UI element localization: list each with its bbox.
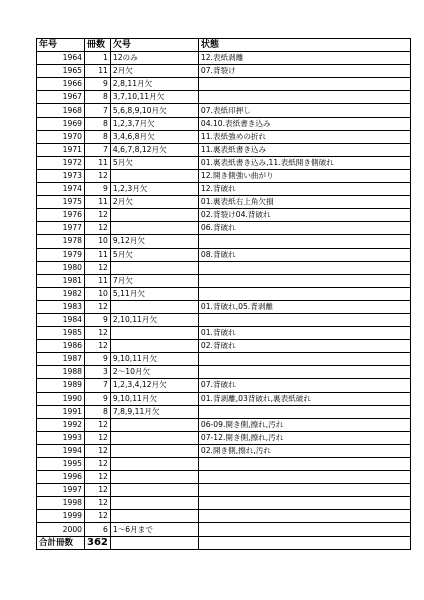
header-state: 状態	[198, 39, 410, 52]
missing-cell: 5,11月欠	[110, 287, 198, 300]
missing-cell	[110, 431, 198, 444]
state-cell	[198, 353, 410, 366]
table-row	[37, 418, 411, 431]
table-row	[37, 274, 411, 287]
table-row	[37, 209, 411, 222]
year-cell: 1991	[37, 405, 85, 418]
table-row	[37, 313, 411, 326]
table-row	[37, 248, 411, 261]
header-year: 年号	[37, 39, 85, 52]
table-row	[37, 366, 411, 379]
table-row	[37, 169, 411, 182]
table-row	[37, 405, 411, 418]
count-cell: 9	[85, 183, 111, 196]
count-cell: 12	[85, 431, 111, 444]
year-cell: 1971	[37, 143, 85, 156]
state-cell	[198, 523, 410, 536]
state-cell: 12.背破れ	[198, 183, 410, 196]
year-cell: 1982	[37, 287, 85, 300]
table-row	[37, 353, 411, 366]
table-row	[37, 117, 411, 130]
missing-cell	[110, 209, 198, 222]
table-row	[37, 91, 411, 104]
state-cell: 07.背破れ	[198, 379, 410, 392]
table-row	[37, 65, 411, 78]
year-cell: 2000	[37, 523, 85, 536]
state-cell: 01.背破れ	[198, 327, 410, 340]
count-cell: 12	[85, 510, 111, 523]
missing-cell: 1,2,3,7月欠	[110, 117, 198, 130]
year-cell: 1993	[37, 431, 85, 444]
missing-cell: 2月欠	[110, 65, 198, 78]
state-cell: 08.背破れ	[198, 248, 410, 261]
table-row	[37, 287, 411, 300]
missing-cell: 5,6,8,9,10月欠	[110, 104, 198, 117]
table-row	[37, 222, 411, 235]
table-row	[37, 130, 411, 143]
count-cell: 8	[85, 117, 111, 130]
state-cell: 02.背裂け04.背破れ	[198, 209, 410, 222]
count-cell: 12	[85, 327, 111, 340]
count-cell: 11	[85, 65, 111, 78]
table-row	[37, 510, 411, 523]
missing-cell: 5月欠	[110, 156, 198, 169]
missing-cell: 12のみ	[110, 52, 198, 65]
state-cell: 01.背破れ,05.背剥離	[198, 300, 410, 313]
count-cell: 12	[85, 458, 111, 471]
table-row	[37, 235, 411, 248]
year-cell: 1996	[37, 471, 85, 484]
total-state-empty	[198, 536, 410, 549]
table-row	[37, 497, 411, 510]
year-cell: 1998	[37, 497, 85, 510]
count-cell: 12	[85, 497, 111, 510]
count-cell: 9	[85, 313, 111, 326]
year-cell: 1978	[37, 235, 85, 248]
missing-cell	[110, 471, 198, 484]
count-cell: 11	[85, 274, 111, 287]
year-cell: 1972	[37, 156, 85, 169]
table-row	[37, 431, 411, 444]
count-cell: 7	[85, 143, 111, 156]
missing-cell	[110, 300, 198, 313]
year-cell: 1969	[37, 117, 85, 130]
table-row	[37, 471, 411, 484]
state-cell: 12.表紙剥離	[198, 52, 410, 65]
missing-cell	[110, 261, 198, 274]
missing-cell: 3,4,6,8月欠	[110, 130, 198, 143]
table-row	[37, 156, 411, 169]
state-cell: 04.10.表紙書き込み	[198, 117, 410, 130]
missing-cell: 2,10,11月欠	[110, 313, 198, 326]
year-cell: 1977	[37, 222, 85, 235]
table-row	[37, 261, 411, 274]
missing-cell: 9,10,11月欠	[110, 392, 198, 405]
year-cell: 1984	[37, 313, 85, 326]
count-cell: 11	[85, 156, 111, 169]
total-missing-empty	[110, 536, 198, 549]
state-cell	[198, 91, 410, 104]
table-row	[37, 523, 411, 536]
missing-cell: 3,7,10,11月欠	[110, 91, 198, 104]
table-row	[37, 327, 411, 340]
missing-cell: 2月欠	[110, 196, 198, 209]
year-cell: 1995	[37, 458, 85, 471]
year-cell: 1989	[37, 379, 85, 392]
year-cell: 1970	[37, 130, 85, 143]
missing-cell	[110, 484, 198, 497]
table-row	[37, 300, 411, 313]
table-row	[37, 444, 411, 457]
missing-cell	[110, 340, 198, 353]
state-cell: 07.表紙印押し	[198, 104, 410, 117]
count-cell: 7	[85, 379, 111, 392]
year-cell: 1967	[37, 91, 85, 104]
missing-cell	[110, 497, 198, 510]
year-cell: 1988	[37, 366, 85, 379]
missing-cell	[110, 418, 198, 431]
count-cell: 9	[85, 392, 111, 405]
state-cell	[198, 484, 410, 497]
table-row	[37, 52, 411, 65]
total-label: 合計冊数	[37, 536, 85, 549]
count-cell: 12	[85, 261, 111, 274]
missing-cell	[110, 222, 198, 235]
state-cell: 01.背剥離,03背破れ,裏表紙破れ	[198, 392, 410, 405]
year-cell: 1990	[37, 392, 85, 405]
year-cell: 1983	[37, 300, 85, 313]
missing-cell	[110, 458, 198, 471]
count-cell: 11	[85, 248, 111, 261]
table-body	[37, 52, 411, 536]
year-cell: 1997	[37, 484, 85, 497]
count-cell: 7	[85, 104, 111, 117]
table-row	[37, 78, 411, 91]
header-row	[37, 39, 411, 52]
state-cell	[198, 287, 410, 300]
missing-cell: 4,6,7,8,12月欠	[110, 143, 198, 156]
table-row	[37, 340, 411, 353]
year-cell: 1979	[37, 248, 85, 261]
year-cell: 1987	[37, 353, 85, 366]
table-row	[37, 379, 411, 392]
state-cell	[198, 261, 410, 274]
count-cell: 12	[85, 169, 111, 182]
inventory-table	[36, 38, 411, 550]
state-cell	[198, 497, 410, 510]
missing-cell: 7,8,9,11月欠	[110, 405, 198, 418]
year-cell: 1975	[37, 196, 85, 209]
count-cell: 12	[85, 209, 111, 222]
total-row	[37, 536, 411, 549]
state-cell	[198, 510, 410, 523]
missing-cell: 5月欠	[110, 248, 198, 261]
year-cell: 1986	[37, 340, 85, 353]
count-cell: 11	[85, 196, 111, 209]
state-cell: 01.裏表紙右上角欠損	[198, 196, 410, 209]
state-cell	[198, 78, 410, 91]
state-cell: 11.裏表紙書き込み	[198, 143, 410, 156]
state-cell	[198, 471, 410, 484]
year-cell: 1974	[37, 183, 85, 196]
missing-cell: 1,2,3月欠	[110, 183, 198, 196]
header-count: 冊数	[85, 39, 111, 52]
year-cell: 1964	[37, 52, 85, 65]
year-cell: 1985	[37, 327, 85, 340]
missing-cell	[110, 169, 198, 182]
missing-cell: 2,8,11月欠	[110, 78, 198, 91]
count-cell: 12	[85, 484, 111, 497]
year-cell: 1965	[37, 65, 85, 78]
table-row	[37, 104, 411, 117]
count-cell: 1	[85, 52, 111, 65]
count-cell: 12	[85, 340, 111, 353]
count-cell: 12	[85, 222, 111, 235]
state-cell	[198, 458, 410, 471]
missing-cell: 9,12月欠	[110, 235, 198, 248]
count-cell: 12	[85, 300, 111, 313]
state-cell: 06-09.開き側,擦れ,汚れ	[198, 418, 410, 431]
count-cell: 12	[85, 471, 111, 484]
state-cell	[198, 235, 410, 248]
state-cell	[198, 313, 410, 326]
state-cell: 02.開き側,擦れ,汚れ	[198, 444, 410, 457]
state-cell: 02.背破れ	[198, 340, 410, 353]
state-cell	[198, 405, 410, 418]
state-cell	[198, 366, 410, 379]
year-cell: 1980	[37, 261, 85, 274]
table-row	[37, 143, 411, 156]
year-cell: 1994	[37, 444, 85, 457]
table-row	[37, 392, 411, 405]
year-cell: 1981	[37, 274, 85, 287]
count-cell: 8	[85, 130, 111, 143]
count-cell: 8	[85, 91, 111, 104]
header-missing: 欠号	[110, 39, 198, 52]
missing-cell: 9,10,11月欠	[110, 353, 198, 366]
table-row	[37, 458, 411, 471]
missing-cell	[110, 327, 198, 340]
missing-cell: 7月欠	[110, 274, 198, 287]
count-cell: 10	[85, 287, 111, 300]
table-row	[37, 484, 411, 497]
total-value: 362	[85, 536, 111, 549]
state-cell	[198, 274, 410, 287]
state-cell: 11.表紙強めの折れ	[198, 130, 410, 143]
year-cell: 1976	[37, 209, 85, 222]
count-cell: 9	[85, 353, 111, 366]
missing-cell	[110, 444, 198, 457]
table-row	[37, 183, 411, 196]
count-cell: 10	[85, 235, 111, 248]
state-cell: 06.背破れ	[198, 222, 410, 235]
state-cell: 07-12.開き側,擦れ,汚れ	[198, 431, 410, 444]
count-cell: 9	[85, 78, 111, 91]
count-cell: 6	[85, 523, 111, 536]
year-cell: 1966	[37, 78, 85, 91]
count-cell: 8	[85, 405, 111, 418]
year-cell: 1973	[37, 169, 85, 182]
missing-cell: 1～6月まで	[110, 523, 198, 536]
year-cell: 1999	[37, 510, 85, 523]
state-cell: 01.裏表紙書き込み,11.表紙開き側破れ	[198, 156, 410, 169]
state-cell: 12.開き側強い曲がり	[198, 169, 410, 182]
missing-cell	[110, 510, 198, 523]
year-cell: 1992	[37, 418, 85, 431]
count-cell: 12	[85, 418, 111, 431]
table-row	[37, 196, 411, 209]
missing-cell: 1,2,3,4,12月欠	[110, 379, 198, 392]
count-cell: 3	[85, 366, 111, 379]
missing-cell: 2～10月欠	[110, 366, 198, 379]
year-cell: 1968	[37, 104, 85, 117]
count-cell: 12	[85, 444, 111, 457]
state-cell: 07.背裂け	[198, 65, 410, 78]
